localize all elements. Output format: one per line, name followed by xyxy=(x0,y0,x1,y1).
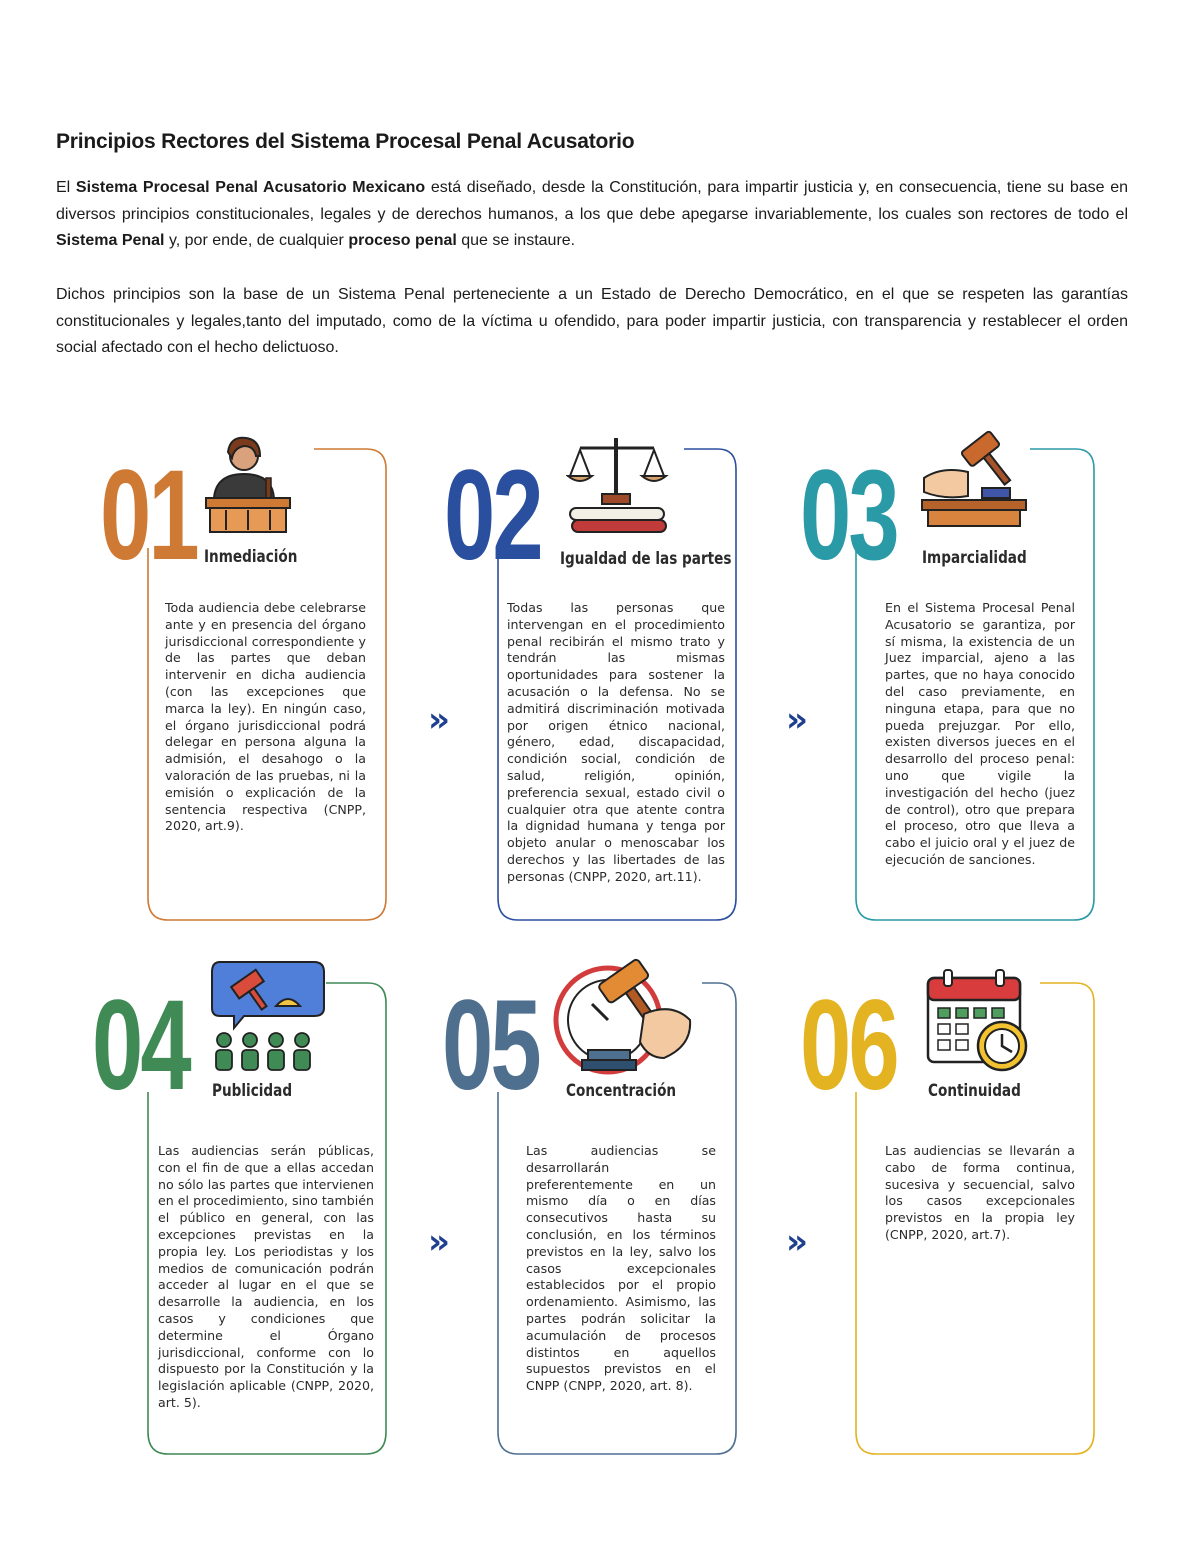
chevron-right-icon: ›› xyxy=(786,1222,803,1262)
principle-label-01: Inmediación xyxy=(204,547,298,567)
principle-text-05: Las audiencias se desarrollarán preferentemente en un mismo día o en días consecutivos hasta su conclusión, en los términos previstos en la ley, salvo los casos excepcionales establecidos por el propio ordenamiento. Asimismo, las partes podrán solicitar la acumulación de procesos distintos en aquellos supuestos previstos en el CNPP (CNPP, 2020, art. 8). xyxy=(526,1143,716,1394)
gavel-clock-icon xyxy=(552,958,698,1082)
principle-label-05: Concentración xyxy=(566,1081,677,1101)
intro-text-2: está diseñado, desde la Constitución, para impartir justicia y, en consecuencia, tiene su base en diversos principios constitucionales, legales y de derechos humanos, a los que debe apegarse invariablemente, los cuales son rectores de todo el xyxy=(56,179,1129,223)
principle-number-01: 01 xyxy=(100,444,197,587)
page-title: Principios Rectores del Sistema Procesal Penal Acusatorio xyxy=(56,130,635,153)
intro-bold-2: Sistema Penal xyxy=(56,232,165,249)
chevron-right-icon: ›› xyxy=(428,700,445,740)
judge-icon xyxy=(200,434,292,538)
second-paragraph: Dichos principios son la base de un Sistema Penal perteneciente a un Estado de Derecho Democrático, en el que se respeten las garantías constitucionales y legales,tanto del imputado, como de la víctima u ofendido, para poder impartir justicia, con transparencia y restablecer el orden social afectado con el hecho delictuoso. xyxy=(56,286,1128,356)
intro-text-3: y, por ende, de cualquier xyxy=(164,232,349,249)
principle-text-06: Las audiencias se llevarán a cabo de forma continua, sucesiva y secuencial, salvo los casos excepcionales previstos en la propia ley (CNPP, 2020, art.7). xyxy=(885,1143,1075,1242)
principle-text-01: Toda audiencia debe celebrarse ante y en presencia del órgano jurisdiccional correspondiente y de las partes que deban intervenir en dicha audiencia (con las excepciones que marca la ley). En ningún caso, el órgano jurisdiccional podrá delegar en persona alguna la admisión, el desahogo o la valoración de las pruebas, ni la emisión o explicación de la sentencia respectiva (CNPP, 2020, art.9). xyxy=(165,600,366,834)
principle-label-04: Publicidad xyxy=(212,1081,293,1101)
principle-number-03: 03 xyxy=(800,444,897,587)
principle-number-06: 06 xyxy=(800,974,897,1117)
principle-text-04: Las audiencias serán públicas, con el fin de que a ellas accedan no sólo las partes que intervienen en el procedimiento, sino también el público en general, con las excepciones previstas en la propia ley. Los periodistas y los medios de comunicación podrán acceder al lugar en el que se desarrolle la audiencia, en los casos y condiciones que determine el Órgano jurisdiccional, conforme con lo dispuesto por la Constitución y la legislación aplicable (CNPP, 2020, art. 5). xyxy=(158,1143,374,1410)
intro-bold-1: Sistema Procesal Penal Acusatorio Mexicano xyxy=(75,179,426,196)
intro-text-1: El xyxy=(56,179,76,196)
chevron-right-icon: ›› xyxy=(786,700,803,740)
scales-icon xyxy=(566,432,670,536)
audience-icon xyxy=(210,960,326,1074)
chevron-right-icon: ›› xyxy=(428,1222,445,1262)
calendar-clock-icon xyxy=(924,968,1032,1076)
principle-text-03: En el Sistema Procesal Penal Acusatorio se garantiza, por sí misma, la existencia de un Juez imparcial, ajeno a las partes, que no haya conocido del caso previamente, en ninguna etapa, para que no pueda prejuzgar. Por ello, existen diversos jueces en el desarrollo del proceso penal: uno que vigile la investigación del hecho (juez de control), otro que prepara el proceso, otro que lleva a cabo el juicio oral y el juez de ejecución de sanciones. xyxy=(885,600,1075,867)
principle-number-04: 04 xyxy=(92,974,189,1117)
principle-label-06: Continuidad xyxy=(928,1081,1021,1101)
intro-bold-3: proceso penal xyxy=(348,232,457,249)
gavel-hand-icon xyxy=(918,426,1030,534)
principle-label-03: Imparcialidad xyxy=(922,548,1027,568)
principle-label-02: Igualdad de las partes xyxy=(560,549,732,569)
intro-paragraph xyxy=(56,175,1128,255)
principle-number-05: 05 xyxy=(442,974,539,1117)
intro-text-4: que se instaure. xyxy=(456,232,576,249)
principle-text-02: Todas las personas que intervengan en el procedimiento penal recibirán el mismo trato y tendrán las mismas oportunidades para sostener la acusación o la defensa. No se admitirá discriminación motivada por origen étnico nacional, género, edad, discapacidad, condición social, condición de salud, religión, opinión, preferencia sexual, estado civil o cualquier otra que atente contra la dignidad humana y tenga por objeto anular o menoscabar los derechos y las libertades de las personas (CNPP, 2020, art.11). xyxy=(507,600,725,884)
principle-number-02: 02 xyxy=(444,444,541,587)
